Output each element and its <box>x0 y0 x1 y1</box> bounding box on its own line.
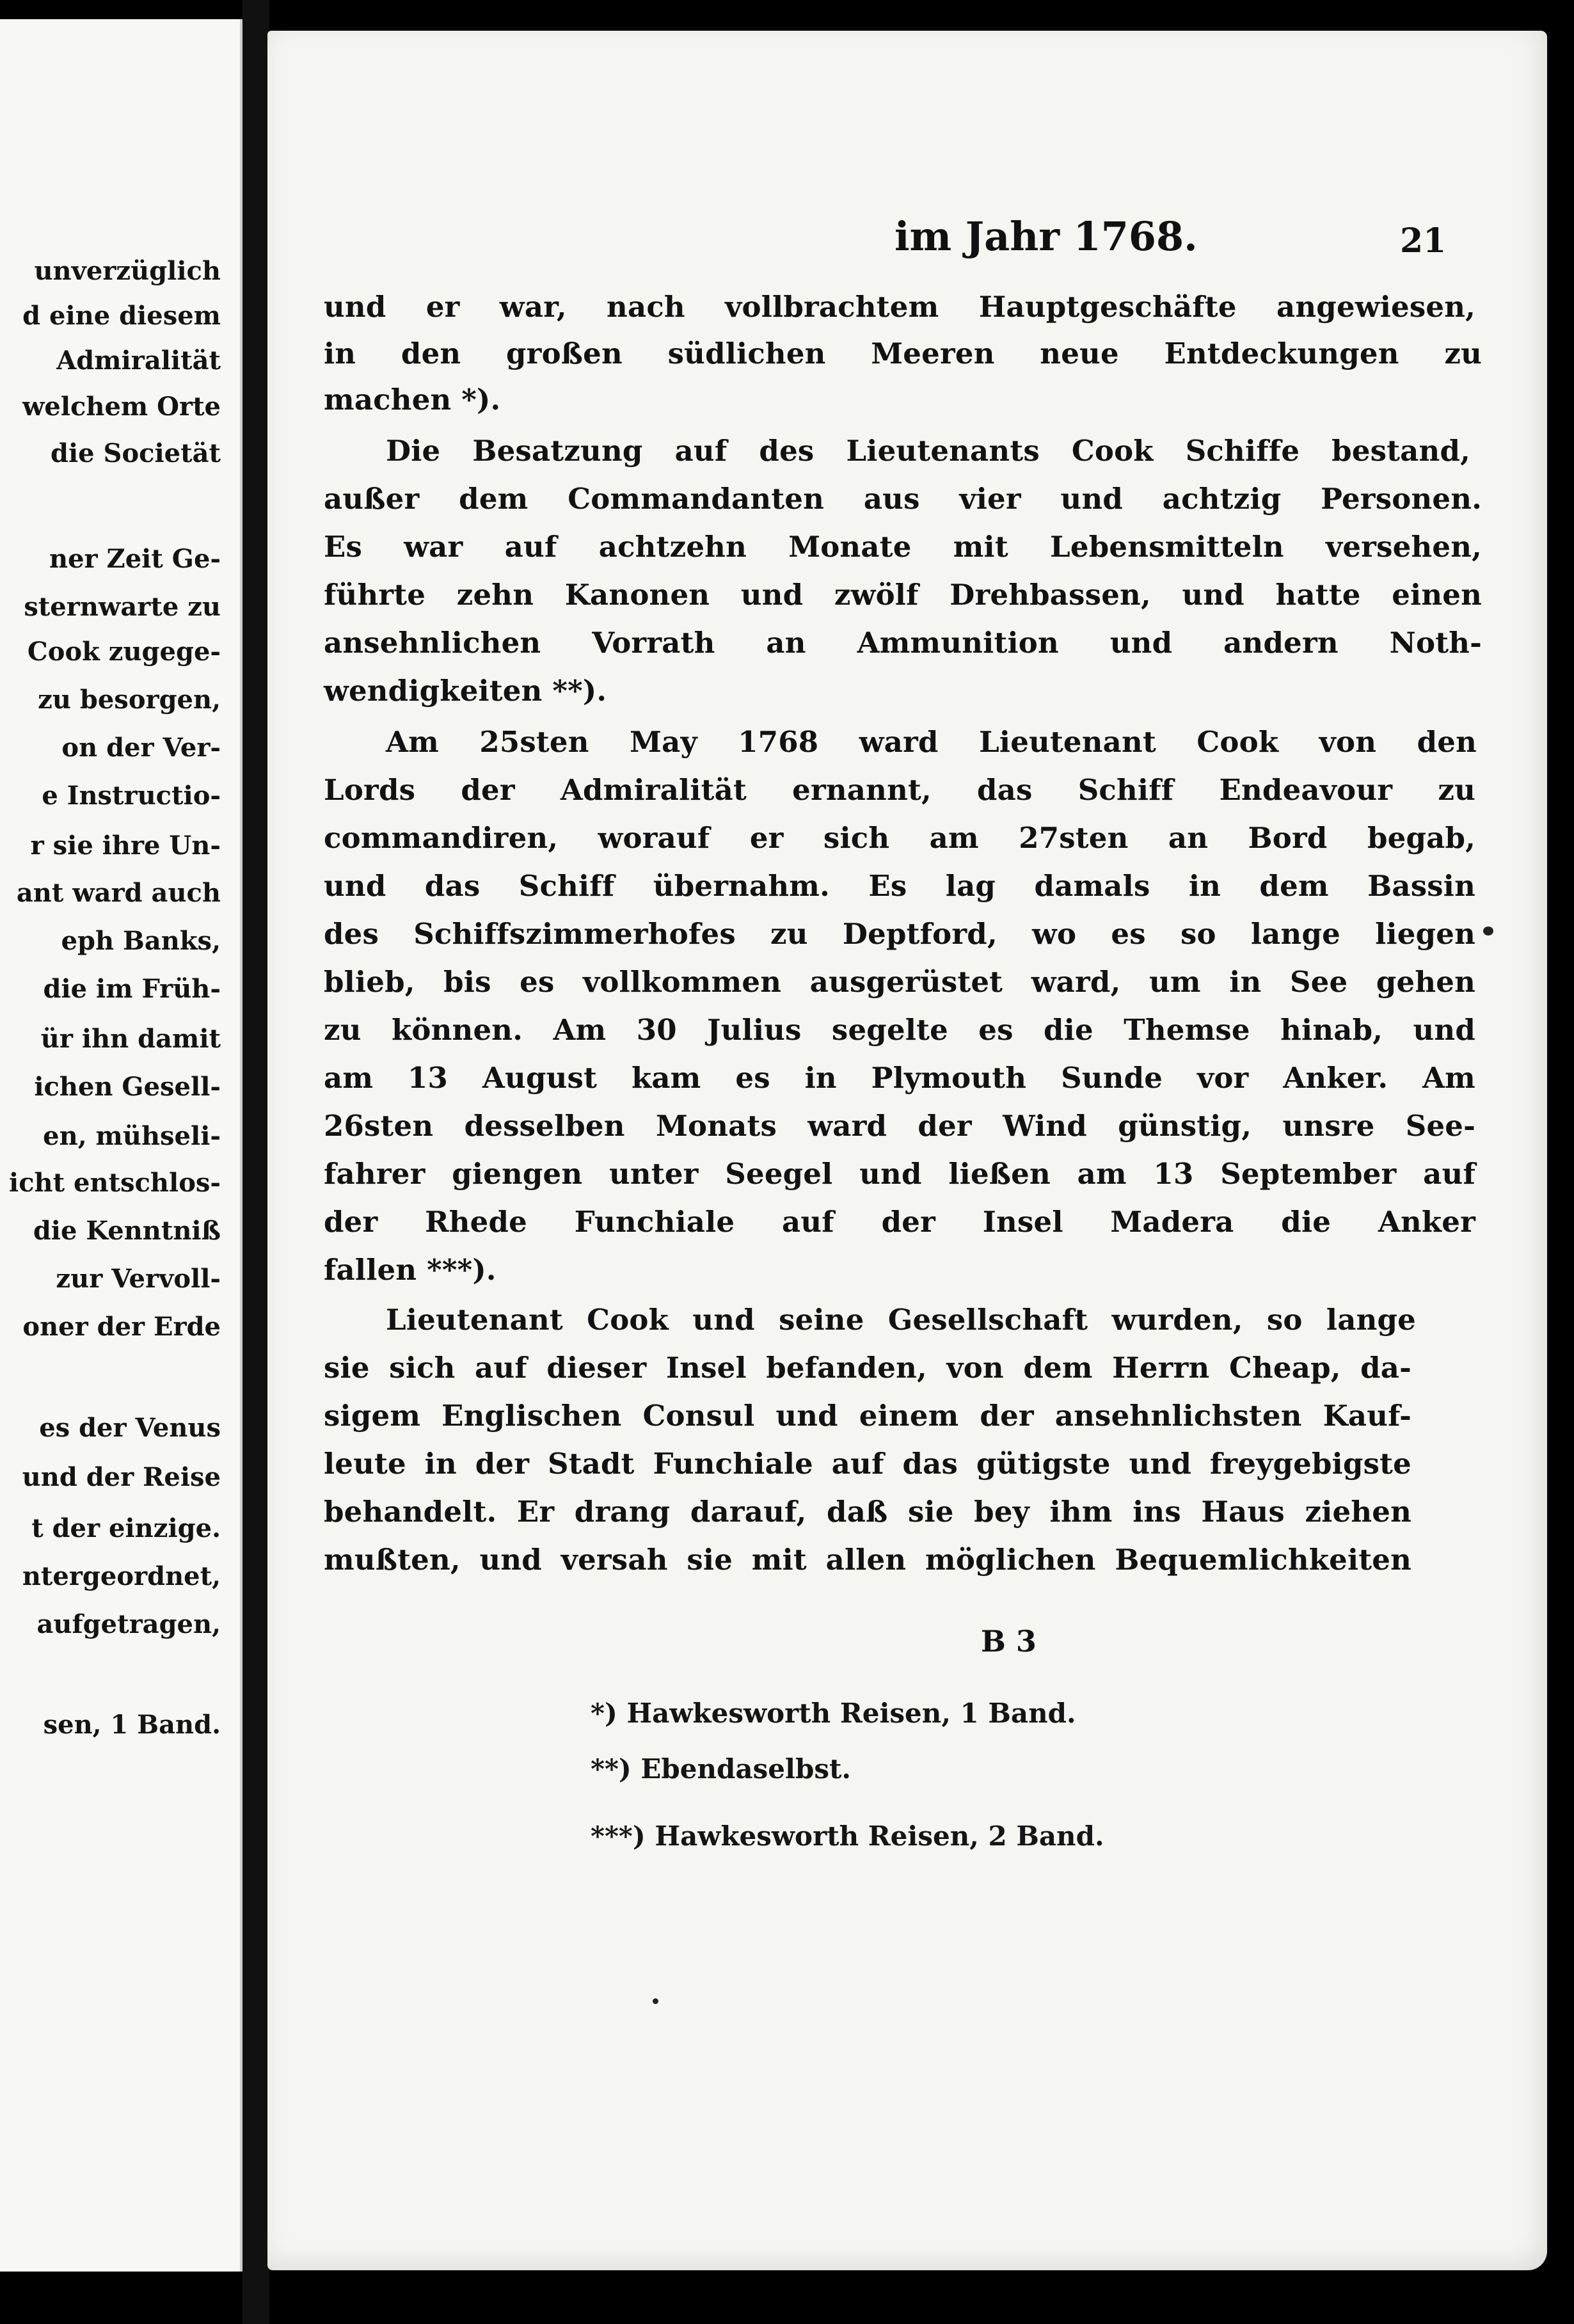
footnote: *) Hawkesworth Reisen, 1 Band. <box>591 1698 1076 1729</box>
previous-page-line: ant ward auch <box>16 878 221 908</box>
text-line: des Schiffszimmerhofes zu Deptford, wo es so lange liegen <box>324 917 1475 951</box>
text-line: ansehnlichen Vorrath an Ammunition und andern Noth- <box>324 626 1482 660</box>
previous-page-line: zur Vervoll- <box>56 1264 221 1294</box>
text-line: Es war auf achtzehn Monate mit Lebensmitteln versehen, <box>324 530 1482 564</box>
previous-page-line: r sie ihre Un- <box>30 831 221 861</box>
running-head: im Jahr 1768. <box>894 213 1198 260</box>
previous-page-line: sen, 1 Band. <box>43 1710 221 1740</box>
signature-mark: B 3 <box>981 1624 1037 1659</box>
book-gutter <box>242 0 269 2324</box>
text-line: und er war, nach vollbrachtem Hauptgeschäfte angewiesen, <box>324 290 1475 324</box>
previous-page-line: e Instructio- <box>42 781 221 811</box>
text-line: wendigkeiten **). <box>324 674 607 708</box>
previous-page-line: es der Venus <box>39 1413 221 1443</box>
previous-page-line: sternwarte zu <box>24 592 221 622</box>
text-line: 26sten desselben Monats ward der Wind günstig, unsre See- <box>324 1109 1475 1143</box>
previous-page-line: oner der Erde <box>22 1312 221 1342</box>
previous-page-line: welchem Orte <box>22 392 221 422</box>
text-line: sigem Englischen Consul und einem der ansehnlichsten Kauf- <box>324 1399 1411 1433</box>
text-line: fahrer giengen unter Seegel und ließen am 13 September auf <box>324 1157 1475 1191</box>
previous-page-line: und der Reise <box>22 1462 221 1492</box>
previous-page-line: en, mühseli- <box>43 1121 221 1151</box>
previous-page-line: die Societät <box>51 438 221 468</box>
previous-page-line: die Kenntniß <box>33 1216 221 1246</box>
previous-page-line: d eine diesem <box>22 301 221 331</box>
text-line: Lieutenant Cook und seine Gesellschaft wurden, so lange <box>386 1303 1416 1337</box>
text-line: Am 25sten May 1768 ward Lieutenant Cook von den <box>386 725 1477 759</box>
previous-page-fragment <box>0 19 242 2272</box>
previous-page-line: ntergeordnet, <box>22 1561 221 1591</box>
previous-page-line: die im Früh- <box>43 974 221 1004</box>
text-line: Die Besatzung auf des Lieutenants Cook Schiffe bestand, <box>386 434 1470 468</box>
page-number: 21 <box>1400 221 1447 260</box>
previous-page-line: aufgetragen, <box>36 1609 221 1639</box>
text-line: fallen ***). <box>324 1253 497 1287</box>
text-line: in den großen südlichen Meeren neue Entdeckungen zu <box>324 337 1482 370</box>
previous-page-line: t der einzige. <box>31 1513 221 1543</box>
text-line: commandiren, worauf er sich am 27sten an Bord begab, <box>324 821 1475 855</box>
text-line: zu können. Am 30 Julius segelte es die Themse hinab, und <box>324 1013 1475 1047</box>
text-line: führte zehn Kanonen und zwölf Drehbassen, und hatte einen <box>324 578 1482 612</box>
text-line: Lords der Admiralität ernannt, das Schiff Endeavour zu <box>324 773 1475 807</box>
text-line: leute in der Stadt Funchiale auf das gütigste und freygebigste <box>324 1447 1411 1481</box>
ink-speck <box>653 1998 658 2004</box>
previous-page-line: ichen Gesell- <box>34 1072 221 1102</box>
previous-page-line: ür ihn damit <box>40 1024 221 1054</box>
text-line: und das Schiff übernahm. Es lag damals in dem Bassin <box>324 869 1475 903</box>
ink-speck <box>1483 927 1493 935</box>
text-line: der Rhede Funchiale auf der Insel Madera die Anker <box>324 1205 1475 1239</box>
previous-page-line: icht entschlos- <box>9 1168 221 1198</box>
text-line: blieb, bis es vollkommen ausgerüstet ward, um in See gehen <box>324 965 1475 999</box>
previous-page-line: on der Ver- <box>61 733 221 763</box>
previous-page-line: Admiralität <box>56 346 221 376</box>
book-page <box>267 31 1547 2270</box>
previous-page-line: ner Zeit Ge- <box>49 544 221 574</box>
footnote: **) Ebendaselbst. <box>591 1753 851 1785</box>
text-line: machen *). <box>324 383 501 417</box>
previous-page-line: eph Banks, <box>61 926 221 956</box>
text-line: am 13 August kam es in Plymouth Sunde vor Anker. Am <box>324 1061 1475 1095</box>
text-line: außer dem Commandanten aus vier und achtzig Personen. <box>324 482 1482 516</box>
previous-page-line: zu besorgen, <box>38 685 221 715</box>
footnote: ***) Hawkesworth Reisen, 2 Band. <box>591 1820 1104 1852</box>
text-line: behandelt. Er drang darauf, daß sie bey ihm ins Haus ziehen <box>324 1495 1411 1529</box>
previous-page-line: Cook zugege- <box>27 637 221 667</box>
previous-page-line: unverzüglich <box>34 256 221 286</box>
text-line: mußten, und versah sie mit allen möglichen Bequemlichkeiten <box>324 1543 1411 1577</box>
text-line: sie sich auf dieser Insel befanden, von dem Herrn Cheap, da- <box>324 1351 1411 1385</box>
